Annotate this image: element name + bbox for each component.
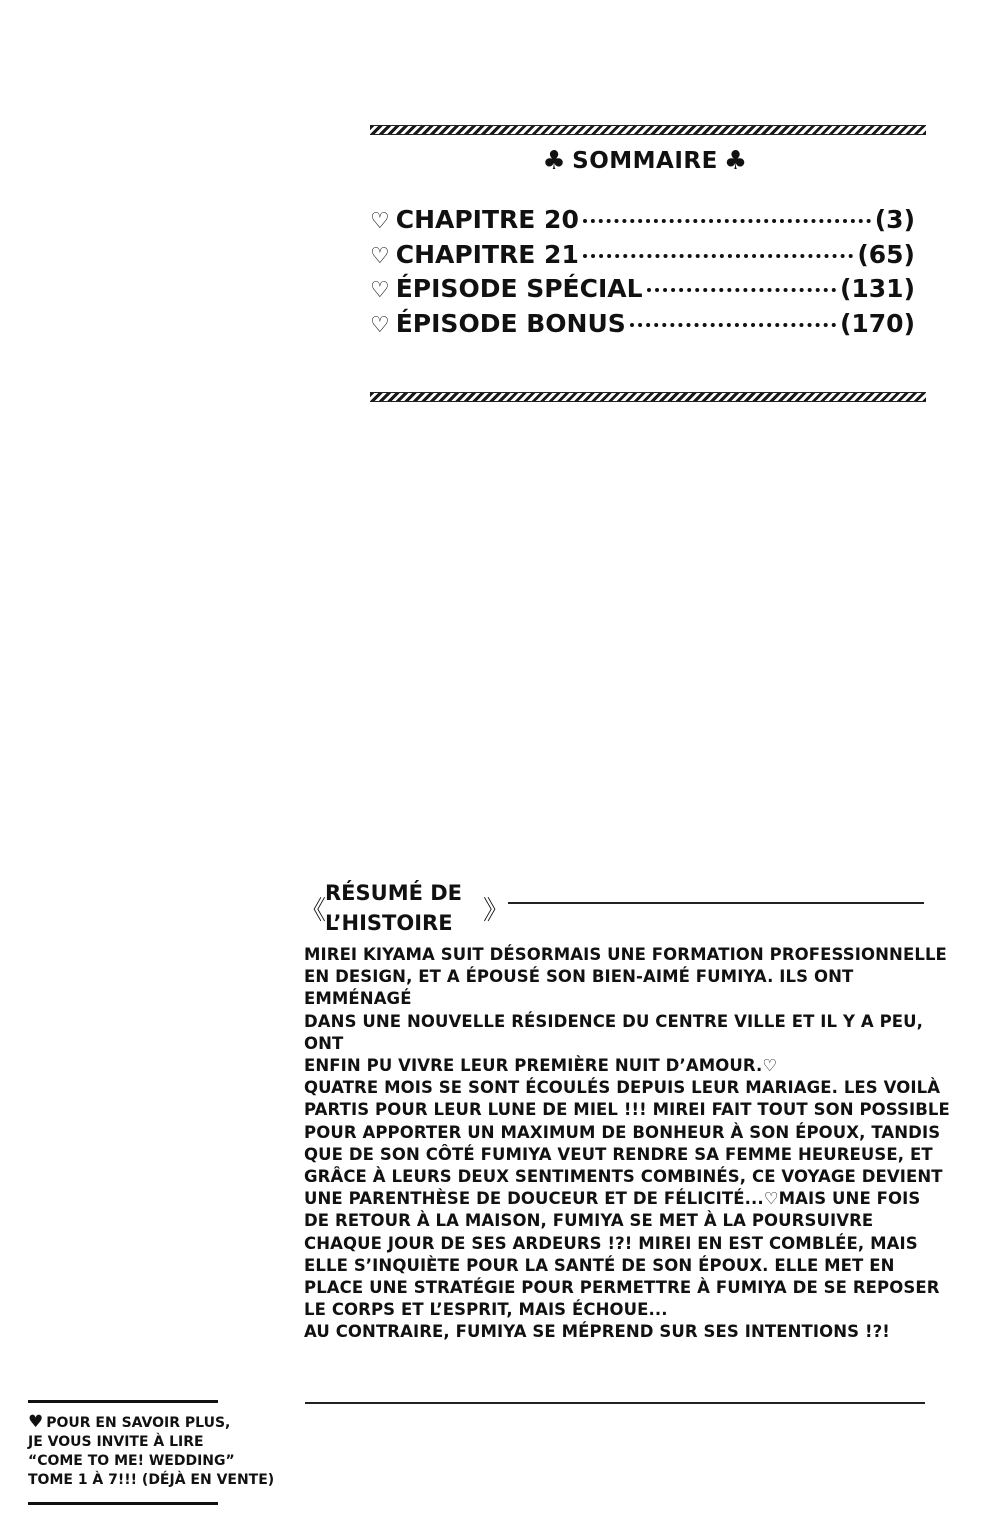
heart-icon: ♡ (370, 278, 390, 303)
heart-icon: ♡ (370, 209, 390, 234)
heart-icon: ♡ (370, 312, 390, 338)
toc-entry-page: (65) (857, 239, 915, 269)
toc-entry-label: ÉPISODE BONUS (395, 308, 626, 338)
dot-leader (583, 254, 853, 258)
note-box (28, 1400, 278, 1505)
right-bracket-icon: 》 (483, 896, 510, 926)
toc-entry-page: (3) (874, 205, 915, 234)
summary-heading-text: RÉSUMÉ DE L’HISTOIRE (325, 881, 463, 935)
toc-bottom-border (370, 392, 926, 402)
club-icon: ♣ (723, 146, 748, 176)
heart-icon: ♡ (370, 243, 390, 269)
note-text: POUR EN SAVOIR PLUS, JE VOUS INVITE À LIRE “COME TO ME! WEDDING” TOME 1 À 7!!! (DÉJÀ EN VENTE) (28, 1415, 275, 1488)
dot-leader (647, 288, 836, 292)
summary-heading-rule (508, 902, 924, 904)
dot-leader (630, 323, 836, 327)
toc-entry-page: (170) (839, 308, 915, 338)
note-text-block (28, 1413, 278, 1490)
summary-bottom-rule (305, 1402, 925, 1404)
left-bracket-icon: 《 (300, 896, 327, 926)
toc-entry (370, 240, 915, 275)
toc-entry (370, 274, 915, 309)
toc-title (540, 148, 750, 174)
toc-entry (370, 309, 915, 344)
toc-list (370, 205, 915, 343)
toc-title-text: SOMMAIRE (572, 148, 718, 174)
summary-heading (300, 878, 925, 940)
toc-entry (370, 205, 915, 240)
toc-entry-label: CHAPITRE 20 (395, 205, 579, 234)
club-icon: ♣ (542, 146, 567, 176)
heart-filled-icon: ♥ (28, 1412, 44, 1432)
toc-top-border (370, 125, 926, 135)
dot-leader (583, 219, 871, 223)
toc-entry-label: ÉPISODE SPÉCIAL (395, 274, 643, 303)
summary-body: MIREI KIYAMA SUIT DÉSORMAIS UNE FORMATION PROFESSIONNELLE EN DESIGN, ET A ÉPOUSÉ SON BIEN-AIMÉ FUMIYA. ILS ONT EMMÉNAGÉ DANS UNE NOUVELLE RÉSIDENCE DU CENTRE VILLE ET IL Y A PEU, ONT ENFIN PU VIVRE LEUR PREMIÈRE NUIT D’AMOUR.♡ QUATRE MOIS SE SONT ÉCOULÉS DEPUIS LEUR MARIAGE. LES VOILÀ PARTIS POUR LEUR LUNE DE MIEL !!! MIREI FAIT TOUT SON POSSIBLE POUR APPORTER UN MAXIMUM DE BONHEUR À SON ÉPOUX, TANDIS QUE DE SON CÔTÉ FUMIYA VEUT RENDRE SA FEMME HEUREUSE, ET GRÂCE À LEURS DEUX SENTIMENTS COMBINÉS, CE VOYAGE DEVIENT UNE PARENTHÈSE DE DOUCEUR ET DE FÉLICITÉ...♡MAIS UNE FOIS DE RETOUR À LA MAISON, FUMIYA SE MET À LA POURSUIVRE CHAQUE JOUR DE SES ARDEURS !?! MIREI EN EST COMBLÉE, MAIS ELLE S’INQUIÈTE POUR LA SANTÉ DE SON ÉPOUX. ELLE MET EN PLACE UNE STRATÉGIE POUR PERMETTRE À FUMIYA DE SE REPOSER LE CORPS ET L’ESPRIT, MAIS ÉCHOUE... AU CONTRAIRE, FUMIYA SE MÉPREND SUR SES INTENTIONS !?! (304, 945, 950, 1342)
toc-entry-page: (131) (839, 274, 915, 303)
note-top-rule (28, 1400, 218, 1403)
toc-entry-label: CHAPITRE 21 (395, 239, 579, 269)
note-bottom-rule (28, 1502, 218, 1505)
